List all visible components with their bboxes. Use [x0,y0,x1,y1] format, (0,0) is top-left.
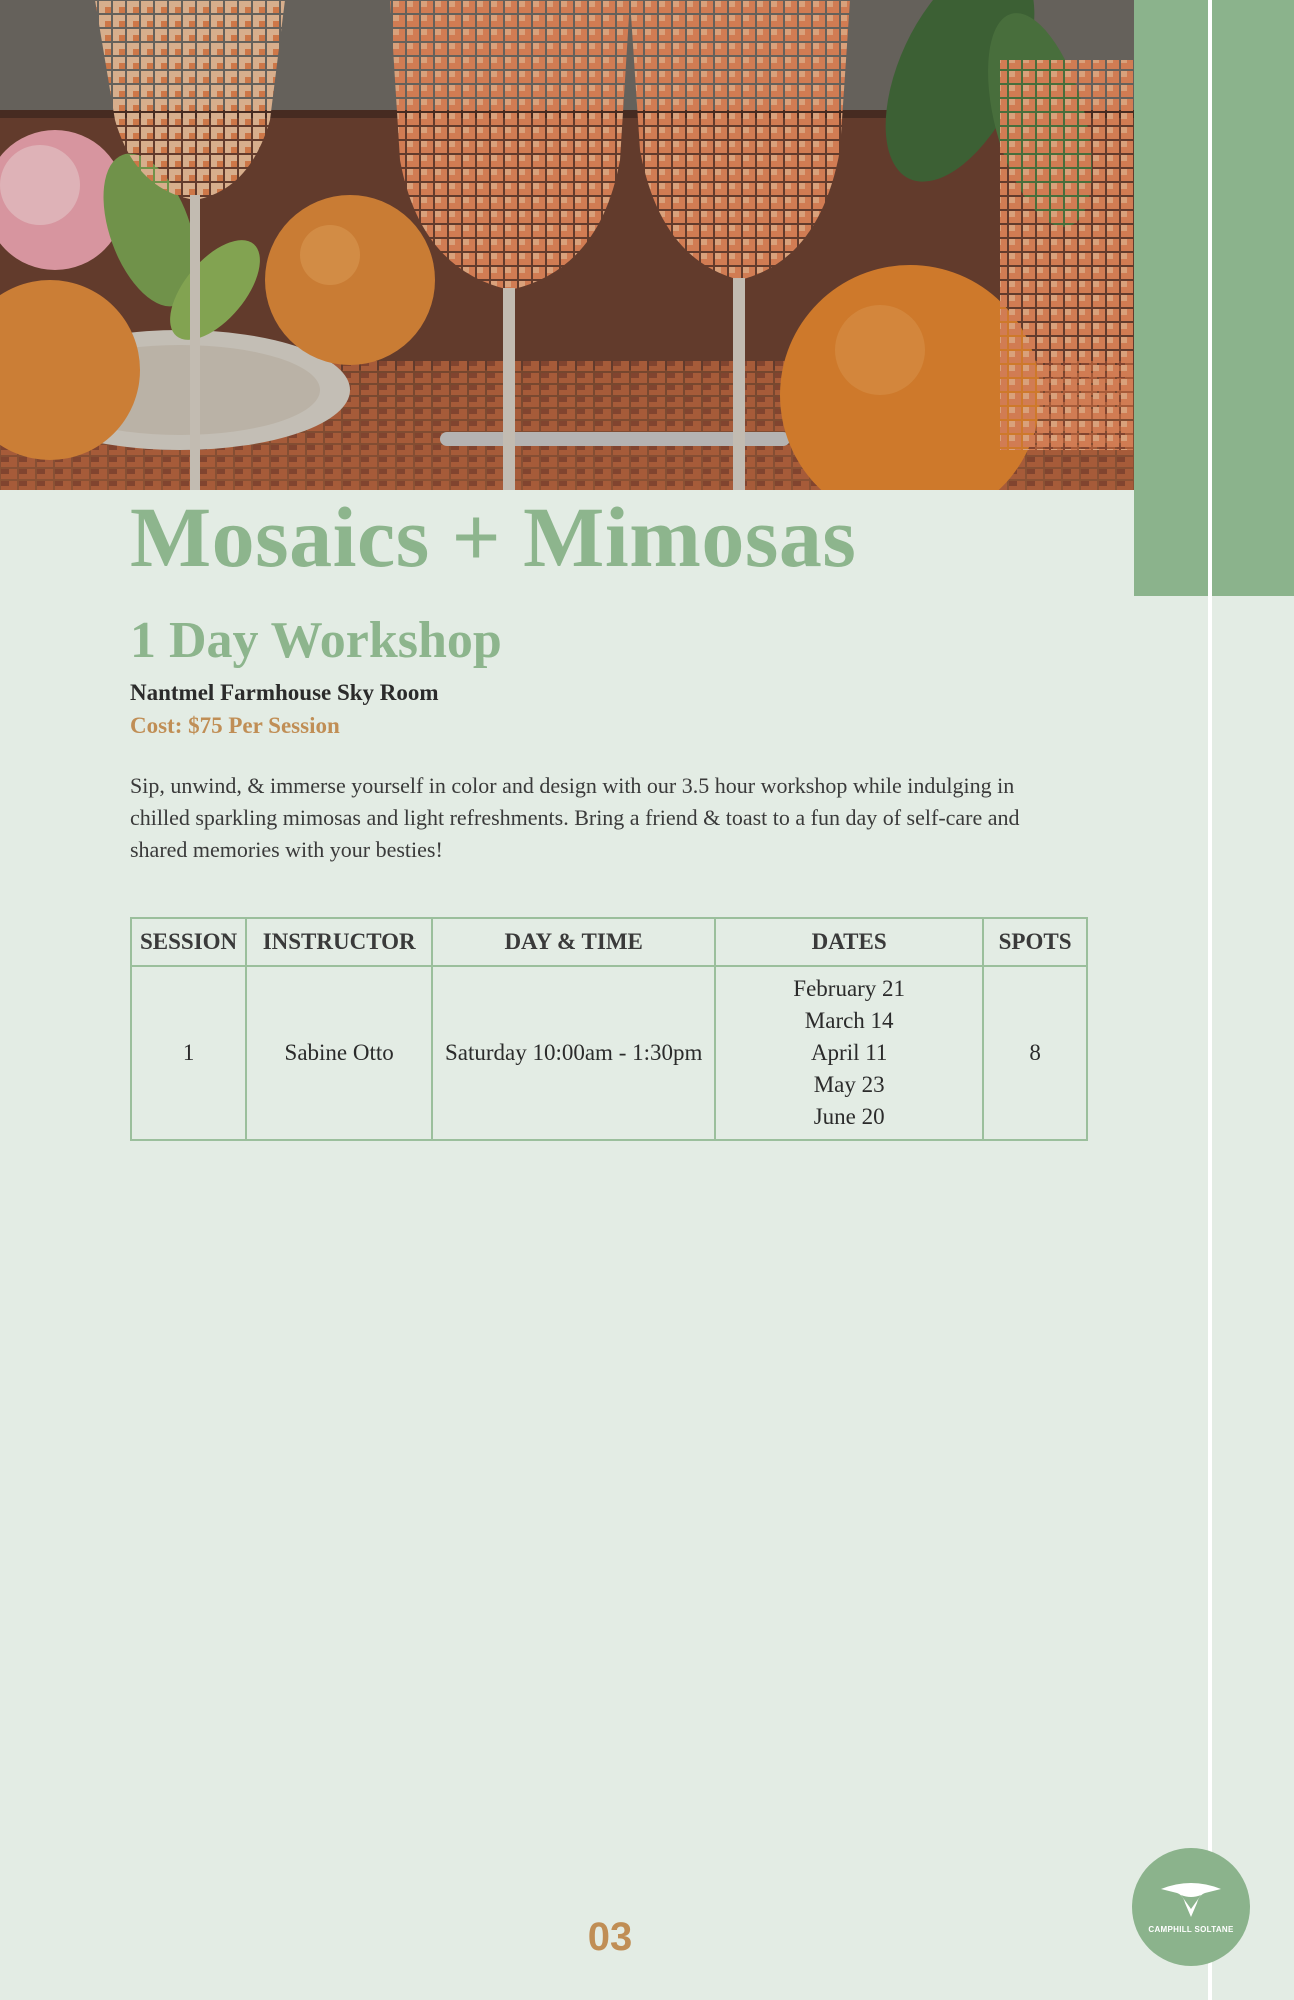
date-item: June 20 [813,1104,885,1129]
date-item: February 21 [793,976,906,1001]
cell-day-time: Saturday 10:00am - 1:30pm [432,966,715,1140]
header-day-time: DAY & TIME [432,918,715,966]
schedule-table [130,917,1088,1141]
cell-instructor: Sabine Otto [246,966,432,1140]
decorative-bar-right [1212,0,1294,596]
cell-spots: 8 [983,966,1087,1140]
logo-text: CAMPHILL SOLTANE [1148,1924,1234,1934]
table-row [131,966,1087,1140]
page-number: 03 [587,1915,633,1959]
cost-label: Cost: $75 Per Session [130,713,340,738]
cell-session: 1 [131,966,246,1140]
date-item: May 23 [813,1072,885,1097]
hero-image [0,0,1134,490]
header-session: SESSION [131,918,246,966]
header-spots: SPOTS [983,918,1087,966]
table-header-row [131,918,1087,966]
page-title: Mosaics + Mimosas [130,489,857,585]
decorative-bar-left [1134,0,1208,596]
bird-icon [1159,1881,1223,1921]
header-dates: DATES [715,918,983,966]
location-label: Nantmel Farmhouse Sky Room [130,680,439,705]
date-item: April 11 [810,1040,888,1065]
header-instructor: INSTRUCTOR [246,918,432,966]
cell-dates [715,966,983,1140]
workshop-subtitle: 1 Day Workshop [130,612,502,669]
workshop-description: Sip, unwind, & immerse yourself in color and design with our 3.5 hour workshop while indulging in chilled sparkling mimosas and light refreshments. Bring a friend & toast to a fun day of self-care and shared memories with your besties! [130,773,1020,862]
camphill-soltane-logo [1132,1848,1250,1966]
date-item: March 14 [804,1008,894,1033]
